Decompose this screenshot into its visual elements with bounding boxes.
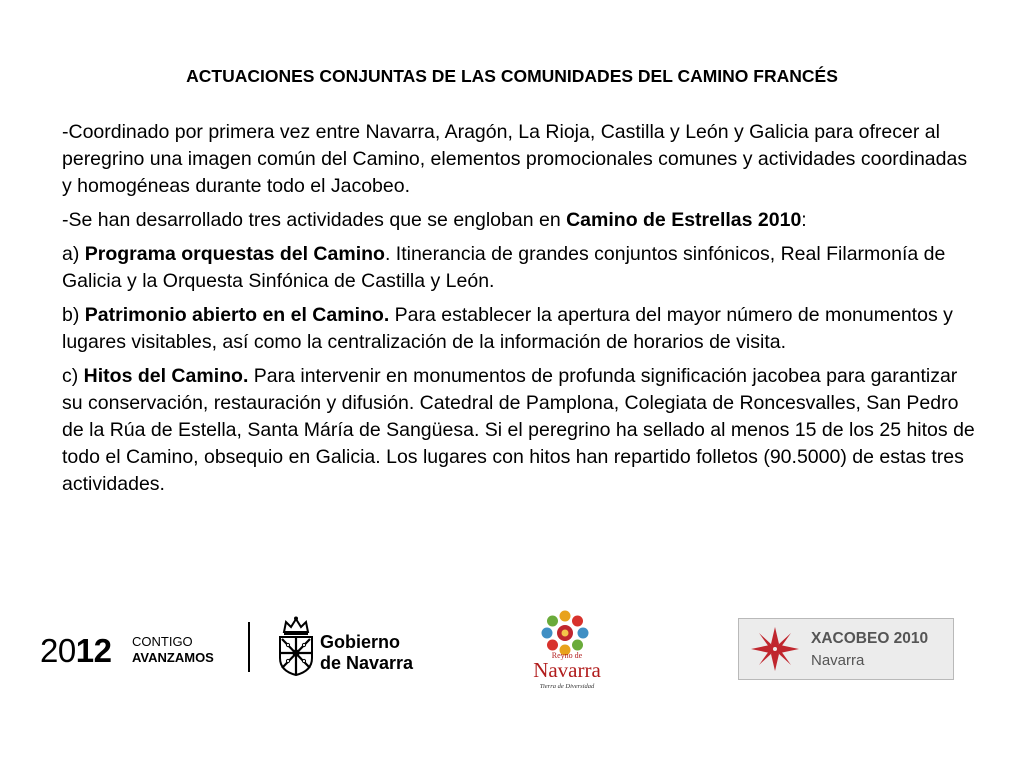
logo-reyno-de-navarra	[527, 609, 607, 693]
logo-divider	[248, 622, 250, 672]
logo-reyno-big: Navarra	[533, 658, 601, 682]
logo-gobierno-de-navarra	[276, 616, 426, 676]
item-a-text: . Itinerancia de grandes conjuntos sinfónicos, Real Filarmonía de Galicia y la Orquesta Sinfónica de Castilla y León.	[62, 243, 946, 292]
logo-gobierno-line1: Gobierno	[320, 632, 400, 652]
logo-xacobeo-2010	[738, 618, 954, 680]
item-c-prefix: c)	[62, 365, 84, 387]
paragraph-item-b	[62, 302, 982, 356]
page-title: ACTUACIONES CONJUNTAS DE LAS COMUNIDADES DEL CAMINO FRANCÉS	[186, 66, 838, 86]
logo-gobierno-line2: de Navarra	[320, 653, 414, 673]
intro-text: -Se han desarrollado tres actividades que se engloban en	[62, 209, 567, 231]
paragraph-item-c	[62, 363, 982, 498]
year-bold: 12	[75, 632, 112, 669]
item-c-text: Para intervenir en monumentos de profunda significación jacobea para garantizar su conservación, restauración y difusión. Catedral de Pamplona, Colegiata de Roncesvalles, San Pedro de la Rúa de Estella, Santa Máría de Sangüesa. Si el peregrino ha sellado al menos 15 de los 25 hitos de todo el Camino, obsequio en Galicia. Los lugares con hitos han repartido folletos (90.5000) de estas tres actividades.	[62, 365, 975, 495]
item-b-text: Para establecer la apertura del mayor número de monumentos y lugares visitables, así como la centralización de la información de horarios de visita.	[62, 304, 953, 353]
item-c-title: Hitos del Camino.	[83, 365, 249, 387]
navarra-coat-of-arms-icon	[276, 616, 316, 676]
item-a-prefix: a)	[62, 243, 85, 265]
intro-colon: :	[801, 209, 807, 231]
paragraph-coordination: -Coordinado por primera vez entre Navarra, Aragón, La Rioja, Castilla y León y Galicia para ofrecer al peregrino una imagen común del Camino, elementos promocionales comunes y actividades coordinadas y homogéneas durante todo el Jacobeo.	[62, 121, 968, 197]
item-b-title: Patrimonio abierto en el Camino.	[84, 304, 390, 326]
paragraph-item-a	[62, 241, 982, 295]
logo-reyno-tagline: Tierra de Diversidad	[539, 683, 595, 690]
logo-2012-line1: CONTIGO	[132, 634, 193, 649]
item-a-title: Programa orquestas del Camino	[84, 243, 385, 265]
logo-reyno-small: Reyno de	[551, 651, 583, 660]
logo-2012-year	[40, 632, 111, 670]
logo-2012-line2: AVANZAMOS	[132, 650, 214, 665]
item-b-prefix: b)	[62, 304, 85, 326]
logo-2012-contigo-avanzamos	[40, 630, 240, 674]
year-thin: 20	[40, 632, 76, 669]
xacobeo-cross-icon	[745, 624, 805, 674]
logo-xacobeo-line1: XACOBEO 2010	[811, 630, 929, 647]
paragraph-activities-intro	[62, 207, 982, 234]
intro-bold: Camino de Estrellas 2010	[566, 209, 802, 231]
logo-xacobeo-line2: Navarra	[811, 652, 865, 669]
body-text	[62, 119, 982, 505]
